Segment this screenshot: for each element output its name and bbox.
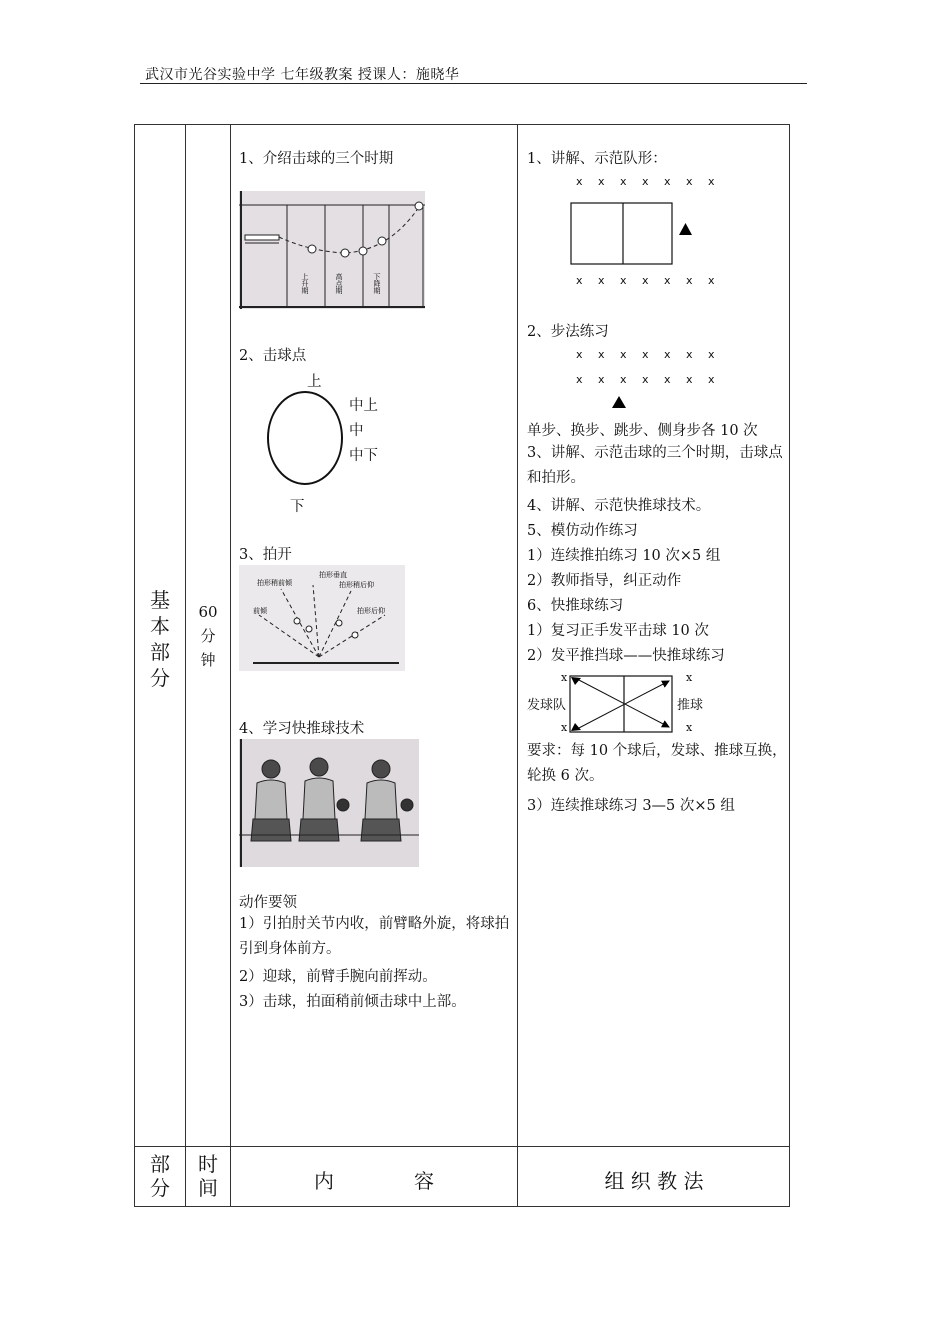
time-label — [186, 600, 230, 672]
footer-time — [186, 1152, 230, 1200]
essential-1: 1）引拍肘关节内收，前臂略外旋，将球拍引到身体前方。 — [239, 916, 510, 957]
drill-x-top-right: x — [686, 671, 693, 684]
fig3-label: 拍形稍后仰 — [339, 581, 374, 589]
push-label: 推球 — [677, 698, 704, 713]
fig1-label: 下降期 — [373, 273, 381, 294]
hit-point-top: 上 — [307, 374, 322, 390]
formation-row-top: x x x x x x x — [576, 175, 721, 188]
footwork-row-1: x x x x x x x — [576, 348, 721, 361]
header-rule — [140, 83, 807, 84]
lesson-table — [134, 124, 790, 1207]
content-item-2: 2、击球点 — [239, 348, 307, 364]
method-4: 4、讲解、示范快推球技术。 — [527, 498, 711, 514]
fig3-label: 拍形垂直 — [319, 571, 347, 579]
method-6: 6、快推球练习 — [527, 598, 624, 614]
footer-content: 内 容 — [314, 1169, 434, 1193]
teacher-triangle-icon — [611, 395, 627, 409]
page-header: 武汉市光谷实验中学 七年级教案 授课人：施晓华 — [145, 67, 460, 83]
method-5-2: 2）教师指导，纠正动作 — [527, 573, 682, 589]
method-2: 2、步法练习 — [527, 324, 609, 340]
method-1: 1、讲解、示范队形： — [527, 151, 667, 167]
hitting-periods-figure — [239, 191, 425, 309]
fig3-label: 前倾 — [253, 607, 267, 615]
row-divider — [135, 1146, 789, 1147]
method-6-2: 2）发平推挡球——快推球练习 — [527, 648, 725, 664]
timeChars-text: 60 分 钟 — [198, 603, 218, 669]
content-item-3: 3、拍开 — [239, 547, 292, 563]
teacher-triangle-icon — [679, 223, 692, 235]
secChars-text: 基本部分 — [150, 588, 170, 690]
col-divider — [517, 125, 518, 1206]
drill-x-bottom-left: x — [561, 721, 568, 734]
method-5: 5、模仿动作练习 — [527, 523, 638, 539]
table-diagram — [570, 202, 695, 266]
hit-point-mid-up: 中上 — [349, 398, 378, 414]
essentials-title: 动作要领 — [239, 895, 297, 911]
serve-team-label: 发球队 — [527, 698, 567, 713]
footer-part — [135, 1152, 185, 1200]
fig1-label: 高点期 — [335, 273, 343, 294]
fig3-label: 拍形后仰 — [357, 607, 385, 615]
ball-ellipse — [265, 389, 345, 487]
hit-point-mid: 中 — [349, 423, 364, 439]
fig1-label: 上升期 — [301, 273, 309, 294]
fig3-label: 拍形稍前倾 — [257, 579, 292, 587]
hit-point-bottom: 下 — [290, 499, 305, 515]
section-label — [135, 587, 185, 691]
partChars-text: 部分 — [150, 1152, 170, 1200]
formation-row-bottom: x x x x x x x — [576, 274, 721, 287]
content-item-4: 4、学习快推球技术 — [239, 721, 365, 737]
footwork-row-2: x x x x x x x — [576, 373, 721, 386]
drill-diagram — [569, 675, 677, 735]
timeHdrChars-text: 时间 — [198, 1152, 218, 1200]
method-5-1: 1）连续推拍练习 10 次×5 组 — [527, 548, 721, 564]
drill-x-bottom-right: x — [686, 721, 693, 734]
hit-point-mid-down: 中下 — [349, 448, 378, 464]
col-divider — [230, 125, 231, 1206]
method-3: 3、讲解、示范击球的三个时期，击球点和拍形。 — [527, 445, 783, 486]
racket-angle-figure — [239, 565, 405, 671]
requirement: 要求：每 10 个球后，发球、推球互换，轮换 6 次。 — [527, 743, 787, 784]
essential-2: 2）迎球，前臂手腕向前挥动。 — [239, 969, 437, 985]
push-technique-figure — [239, 739, 419, 867]
footer-method: 组 织 教 法 — [604, 1169, 704, 1193]
content-item-1: 1、介绍击球的三个时期 — [239, 151, 394, 167]
method-2-detail: 单步、换步、跳步、侧身步各 10 次 — [527, 423, 758, 439]
method-6-3: 3）连续推球练习 3—5 次×5 组 — [527, 798, 735, 814]
method-6-1: 1）复习正手发平击球 10 次 — [527, 623, 709, 639]
drill-x-top-left: x — [561, 671, 568, 684]
essential-3: 3）击球，拍面稍前倾击球中上部。 — [239, 994, 466, 1010]
